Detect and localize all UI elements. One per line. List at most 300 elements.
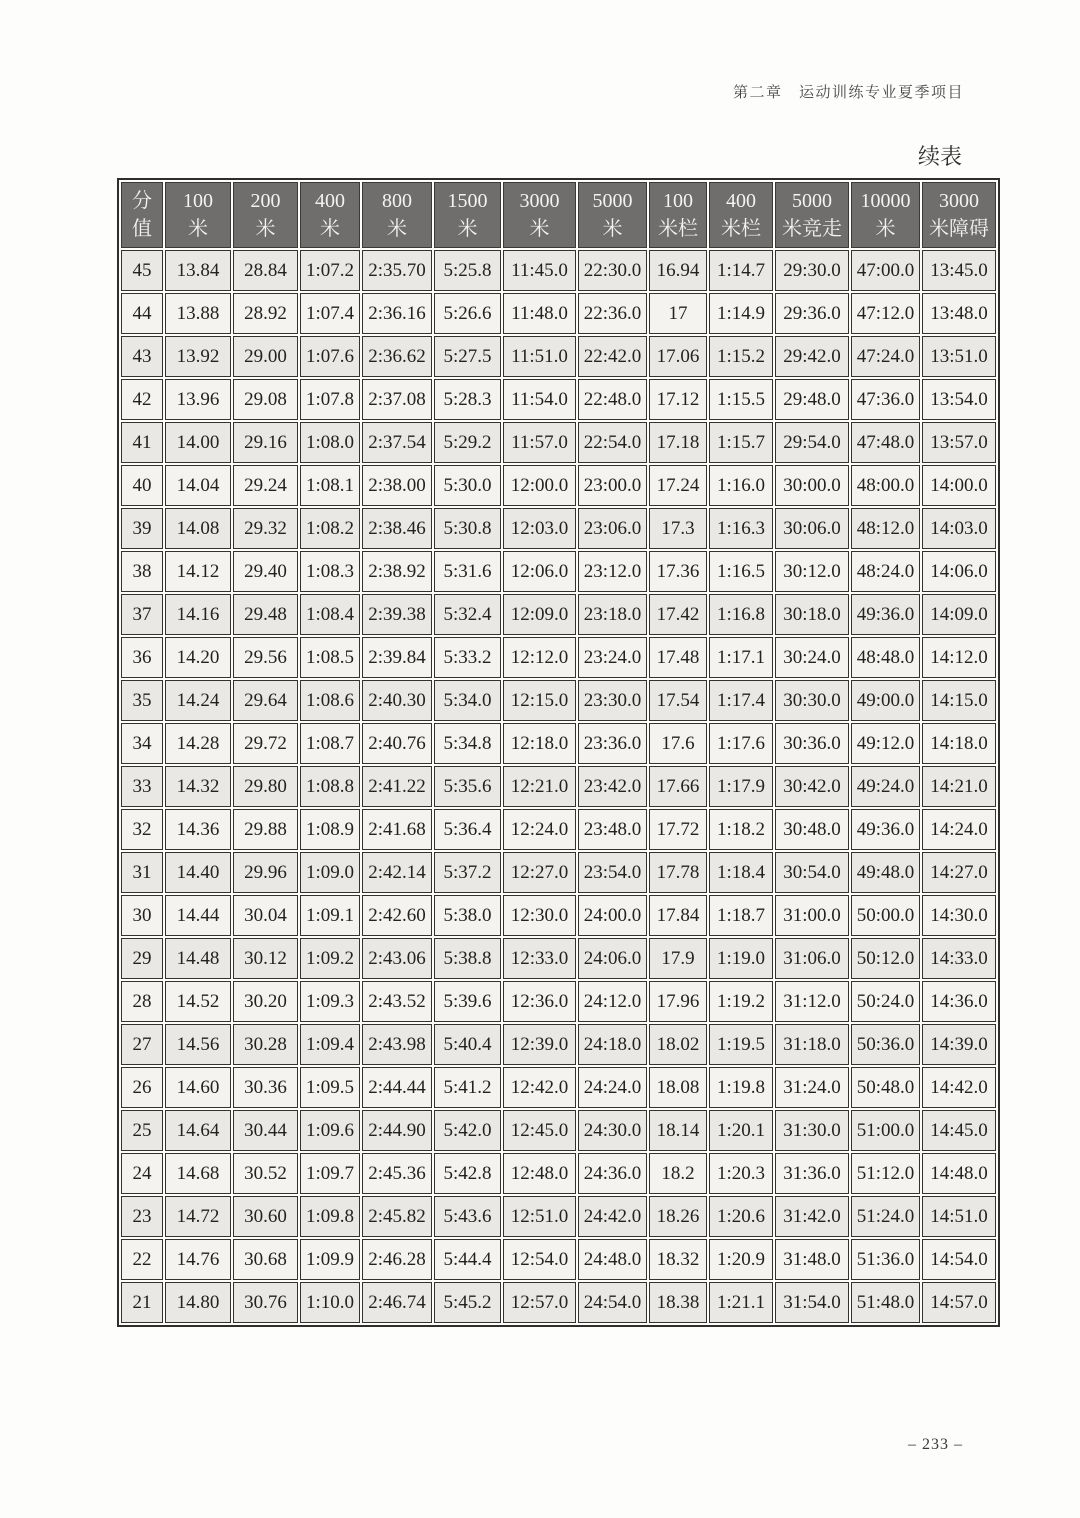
table-row: [121, 1110, 996, 1151]
result-cell-400m-hurdles: 1:17.1: [709, 637, 773, 678]
result-cell-5000m: 23:48.0: [578, 809, 647, 850]
result-cell-3000m-steeplechase: 13:51.0: [922, 336, 996, 377]
result-cell-100m: 14.48: [165, 938, 231, 979]
result-cell-400m-hurdles: 1:17.4: [709, 680, 773, 721]
table-row: [121, 1282, 996, 1323]
result-cell-800m: 2:39.38: [362, 594, 432, 635]
result-cell-400m: 1:09.9: [300, 1239, 360, 1280]
result-cell-5000m: 24:48.0: [578, 1239, 647, 1280]
result-cell-200m: 29.80: [233, 766, 298, 807]
result-cell-800m: 2:46.28: [362, 1239, 432, 1280]
result-cell-3000m: 12:18.0: [503, 723, 576, 764]
result-cell-400m-hurdles: 1:17.9: [709, 766, 773, 807]
result-cell-1500m: 5:39.6: [434, 981, 501, 1022]
table-row: [121, 723, 996, 764]
result-cell-1500m: 5:36.4: [434, 809, 501, 850]
result-cell-200m: 29.72: [233, 723, 298, 764]
result-cell-1500m: 5:38.0: [434, 895, 501, 936]
result-cell-3000m-steeplechase: 14:06.0: [922, 551, 996, 592]
result-cell-3000m: 12:27.0: [503, 852, 576, 893]
result-cell-1500m: 5:33.2: [434, 637, 501, 678]
result-cell-3000m: 12:57.0: [503, 1282, 576, 1323]
table-row: [121, 1239, 996, 1280]
score-cell: 26: [121, 1067, 163, 1108]
result-cell-100m-hurdles: 18.26: [649, 1196, 707, 1237]
result-cell-800m: 2:45.36: [362, 1153, 432, 1194]
result-cell-200m: 30.12: [233, 938, 298, 979]
result-cell-400m: 1:09.5: [300, 1067, 360, 1108]
result-cell-100m-hurdles: 18.2: [649, 1153, 707, 1194]
result-cell-5000m-race-walk: 30:12.0: [775, 551, 849, 592]
result-cell-400m: 1:09.1: [300, 895, 360, 936]
result-cell-3000m-steeplechase: 13:45.0: [922, 250, 996, 291]
result-cell-400m-hurdles: 1:18.7: [709, 895, 773, 936]
result-cell-5000m: 23:30.0: [578, 680, 647, 721]
result-cell-3000m-steeplechase: 14:48.0: [922, 1153, 996, 1194]
result-cell-5000m: 22:30.0: [578, 250, 647, 291]
score-cell: 45: [121, 250, 163, 291]
result-cell-10000m: 49:36.0: [851, 594, 920, 635]
result-cell-3000m: 12:45.0: [503, 1110, 576, 1151]
column-header-score: 分 值: [121, 182, 163, 248]
table-row: [121, 1067, 996, 1108]
result-cell-3000m-steeplechase: 14:45.0: [922, 1110, 996, 1151]
result-cell-1500m: 5:27.5: [434, 336, 501, 377]
result-cell-10000m: 47:24.0: [851, 336, 920, 377]
result-cell-100m: 14.00: [165, 422, 231, 463]
result-cell-100m: 14.36: [165, 809, 231, 850]
score-cell: 37: [121, 594, 163, 635]
result-cell-400m-hurdles: 1:19.2: [709, 981, 773, 1022]
table-row: [121, 680, 996, 721]
result-cell-200m: 30.04: [233, 895, 298, 936]
result-cell-400m: 1:08.6: [300, 680, 360, 721]
result-cell-400m: 1:09.2: [300, 938, 360, 979]
result-cell-1500m: 5:35.6: [434, 766, 501, 807]
result-cell-5000m: 22:42.0: [578, 336, 647, 377]
result-cell-400m-hurdles: 1:17.6: [709, 723, 773, 764]
result-cell-100m-hurdles: 17.66: [649, 766, 707, 807]
score-cell: 22: [121, 1239, 163, 1280]
result-cell-200m: 29.56: [233, 637, 298, 678]
result-cell-10000m: 49:24.0: [851, 766, 920, 807]
result-cell-3000m-steeplechase: 14:42.0: [922, 1067, 996, 1108]
result-cell-100m-hurdles: 17: [649, 293, 707, 334]
result-cell-400m-hurdles: 1:15.5: [709, 379, 773, 420]
result-cell-400m: 1:08.5: [300, 637, 360, 678]
result-cell-3000m: 12:06.0: [503, 551, 576, 592]
result-cell-100m-hurdles: 17.36: [649, 551, 707, 592]
result-cell-400m: 1:09.7: [300, 1153, 360, 1194]
table-row: [121, 422, 996, 463]
result-cell-5000m-race-walk: 31:00.0: [775, 895, 849, 936]
result-cell-100m-hurdles: 17.18: [649, 422, 707, 463]
result-cell-200m: 30.76: [233, 1282, 298, 1323]
result-cell-5000m-race-walk: 29:54.0: [775, 422, 849, 463]
result-cell-100m-hurdles: 17.9: [649, 938, 707, 979]
result-cell-3000m: 12:24.0: [503, 809, 576, 850]
result-cell-3000m-steeplechase: 14:54.0: [922, 1239, 996, 1280]
score-cell: 24: [121, 1153, 163, 1194]
result-cell-3000m: 12:21.0: [503, 766, 576, 807]
result-cell-3000m-steeplechase: 14:21.0: [922, 766, 996, 807]
result-cell-800m: 2:44.44: [362, 1067, 432, 1108]
result-cell-200m: 29.32: [233, 508, 298, 549]
result-cell-100m-hurdles: 17.6: [649, 723, 707, 764]
score-cell: 27: [121, 1024, 163, 1065]
result-cell-800m: 2:40.76: [362, 723, 432, 764]
result-cell-5000m-race-walk: 31:12.0: [775, 981, 849, 1022]
table-row: [121, 293, 996, 334]
result-cell-100m: 14.24: [165, 680, 231, 721]
result-cell-10000m: 51:24.0: [851, 1196, 920, 1237]
result-cell-400m-hurdles: 1:15.7: [709, 422, 773, 463]
result-cell-5000m: 23:36.0: [578, 723, 647, 764]
result-cell-1500m: 5:30.0: [434, 465, 501, 506]
result-cell-5000m: 22:48.0: [578, 379, 647, 420]
table-row: [121, 1196, 996, 1237]
result-cell-3000m: 12:12.0: [503, 637, 576, 678]
result-cell-100m-hurdles: 17.78: [649, 852, 707, 893]
table-row: [121, 766, 996, 807]
result-cell-200m: 28.92: [233, 293, 298, 334]
result-cell-400m: 1:08.1: [300, 465, 360, 506]
result-cell-200m: 29.24: [233, 465, 298, 506]
result-cell-3000m-steeplechase: 14:27.0: [922, 852, 996, 893]
table-row: [121, 895, 996, 936]
result-cell-400m-hurdles: 1:20.1: [709, 1110, 773, 1151]
result-cell-3000m-steeplechase: 14:03.0: [922, 508, 996, 549]
result-cell-10000m: 50:48.0: [851, 1067, 920, 1108]
result-cell-10000m: 51:36.0: [851, 1239, 920, 1280]
result-cell-5000m-race-walk: 30:42.0: [775, 766, 849, 807]
result-cell-10000m: 47:48.0: [851, 422, 920, 463]
result-cell-10000m: 48:00.0: [851, 465, 920, 506]
result-cell-100m: 14.20: [165, 637, 231, 678]
result-cell-3000m: 12:33.0: [503, 938, 576, 979]
result-cell-5000m: 24:12.0: [578, 981, 647, 1022]
result-cell-400m-hurdles: 1:20.6: [709, 1196, 773, 1237]
result-cell-400m-hurdles: 1:19.0: [709, 938, 773, 979]
column-header-1500m: 1500 米: [434, 182, 501, 248]
result-cell-3000m-steeplechase: 14:51.0: [922, 1196, 996, 1237]
result-cell-10000m: 47:12.0: [851, 293, 920, 334]
result-cell-10000m: 48:24.0: [851, 551, 920, 592]
result-cell-3000m: 11:45.0: [503, 250, 576, 291]
result-cell-100m: 14.52: [165, 981, 231, 1022]
result-cell-100m: 14.32: [165, 766, 231, 807]
result-cell-100m-hurdles: 18.14: [649, 1110, 707, 1151]
table-header-row: [121, 182, 996, 248]
result-cell-5000m-race-walk: 31:18.0: [775, 1024, 849, 1065]
result-cell-100m-hurdles: 18.32: [649, 1239, 707, 1280]
result-cell-1500m: 5:44.4: [434, 1239, 501, 1280]
result-cell-800m: 2:38.92: [362, 551, 432, 592]
table-row: [121, 379, 996, 420]
result-cell-5000m: 22:54.0: [578, 422, 647, 463]
result-cell-5000m-race-walk: 29:42.0: [775, 336, 849, 377]
column-header-400m: 400 米: [300, 182, 360, 248]
score-cell: 40: [121, 465, 163, 506]
result-cell-800m: 2:37.08: [362, 379, 432, 420]
result-cell-400m: 1:07.8: [300, 379, 360, 420]
score-table: [117, 178, 1000, 1327]
result-cell-10000m: 49:12.0: [851, 723, 920, 764]
result-cell-10000m: 50:36.0: [851, 1024, 920, 1065]
result-cell-3000m-steeplechase: 14:33.0: [922, 938, 996, 979]
result-cell-200m: 30.52: [233, 1153, 298, 1194]
result-cell-5000m: 24:36.0: [578, 1153, 647, 1194]
result-cell-800m: 2:36.62: [362, 336, 432, 377]
result-cell-400m: 1:09.3: [300, 981, 360, 1022]
result-cell-100m: 14.60: [165, 1067, 231, 1108]
result-cell-1500m: 5:38.8: [434, 938, 501, 979]
result-cell-3000m-steeplechase: 14:12.0: [922, 637, 996, 678]
result-cell-3000m: 12:51.0: [503, 1196, 576, 1237]
result-cell-5000m-race-walk: 31:54.0: [775, 1282, 849, 1323]
result-cell-400m: 1:08.3: [300, 551, 360, 592]
result-cell-400m: 1:10.0: [300, 1282, 360, 1323]
result-cell-400m-hurdles: 1:20.9: [709, 1239, 773, 1280]
column-header-5000m: 5000 米: [578, 182, 647, 248]
table-row: [121, 852, 996, 893]
score-cell: 33: [121, 766, 163, 807]
result-cell-1500m: 5:43.6: [434, 1196, 501, 1237]
result-cell-5000m-race-walk: 30:48.0: [775, 809, 849, 850]
result-cell-200m: 30.20: [233, 981, 298, 1022]
result-cell-400m: 1:07.6: [300, 336, 360, 377]
result-cell-3000m: 12:42.0: [503, 1067, 576, 1108]
score-cell: 42: [121, 379, 163, 420]
result-cell-200m: 30.28: [233, 1024, 298, 1065]
result-cell-100m-hurdles: 16.94: [649, 250, 707, 291]
result-cell-200m: 29.40: [233, 551, 298, 592]
result-cell-800m: 2:44.90: [362, 1110, 432, 1151]
result-cell-5000m-race-walk: 29:36.0: [775, 293, 849, 334]
result-cell-3000m: 11:54.0: [503, 379, 576, 420]
result-cell-3000m-steeplechase: 14:15.0: [922, 680, 996, 721]
result-cell-400m-hurdles: 1:16.5: [709, 551, 773, 592]
result-cell-1500m: 5:34.8: [434, 723, 501, 764]
result-cell-400m: 1:08.4: [300, 594, 360, 635]
table-row: [121, 1024, 996, 1065]
table-row: [121, 551, 996, 592]
result-cell-200m: 29.64: [233, 680, 298, 721]
result-cell-400m: 1:09.6: [300, 1110, 360, 1151]
result-cell-200m: 30.36: [233, 1067, 298, 1108]
result-cell-3000m: 12:30.0: [503, 895, 576, 936]
result-cell-100m-hurdles: 17.42: [649, 594, 707, 635]
column-header-100m-hurdles: 100 米栏: [649, 182, 707, 248]
result-cell-800m: 2:39.84: [362, 637, 432, 678]
result-cell-5000m-race-walk: 31:48.0: [775, 1239, 849, 1280]
table-row: [121, 594, 996, 635]
result-cell-5000m: 23:24.0: [578, 637, 647, 678]
result-cell-5000m-race-walk: 31:06.0: [775, 938, 849, 979]
result-cell-1500m: 5:42.8: [434, 1153, 501, 1194]
result-cell-800m: 2:45.82: [362, 1196, 432, 1237]
result-cell-800m: 2:42.60: [362, 895, 432, 936]
result-cell-400m: 1:08.0: [300, 422, 360, 463]
score-cell: 31: [121, 852, 163, 893]
result-cell-100m-hurdles: 18.08: [649, 1067, 707, 1108]
score-cell: 25: [121, 1110, 163, 1151]
score-cell: 21: [121, 1282, 163, 1323]
result-cell-100m: 14.12: [165, 551, 231, 592]
result-cell-5000m: 23:06.0: [578, 508, 647, 549]
column-header-10000m: 10000 米: [851, 182, 920, 248]
result-cell-1500m: 5:29.2: [434, 422, 501, 463]
result-cell-5000m-race-walk: 30:06.0: [775, 508, 849, 549]
score-cell: 36: [121, 637, 163, 678]
table-row: [121, 938, 996, 979]
result-cell-200m: 29.08: [233, 379, 298, 420]
result-cell-400m-hurdles: 1:15.2: [709, 336, 773, 377]
result-cell-5000m: 24:24.0: [578, 1067, 647, 1108]
result-cell-5000m-race-walk: 30:24.0: [775, 637, 849, 678]
result-cell-1500m: 5:34.0: [434, 680, 501, 721]
table-row: [121, 336, 996, 377]
result-cell-100m: 14.64: [165, 1110, 231, 1151]
result-cell-200m: 30.60: [233, 1196, 298, 1237]
result-cell-800m: 2:37.54: [362, 422, 432, 463]
result-cell-1500m: 5:37.2: [434, 852, 501, 893]
score-cell: 41: [121, 422, 163, 463]
result-cell-5000m: 24:42.0: [578, 1196, 647, 1237]
result-cell-1500m: 5:28.3: [434, 379, 501, 420]
result-cell-100m: 13.84: [165, 250, 231, 291]
result-cell-10000m: 50:12.0: [851, 938, 920, 979]
result-cell-5000m-race-walk: 31:24.0: [775, 1067, 849, 1108]
result-cell-5000m: 23:12.0: [578, 551, 647, 592]
running-head: 第二章 运动训练专业夏季项目: [732, 85, 964, 101]
page-number: – 233 –: [908, 1436, 963, 1453]
result-cell-400m: 1:09.4: [300, 1024, 360, 1065]
result-cell-1500m: 5:40.4: [434, 1024, 501, 1065]
result-cell-10000m: 47:36.0: [851, 379, 920, 420]
score-cell: 23: [121, 1196, 163, 1237]
table-row: [121, 981, 996, 1022]
result-cell-1500m: 5:41.2: [434, 1067, 501, 1108]
result-cell-5000m-race-walk: 29:30.0: [775, 250, 849, 291]
result-cell-1500m: 5:45.2: [434, 1282, 501, 1323]
column-header-5000m-race-walk: 5000 米竞走: [775, 182, 849, 248]
score-cell: 38: [121, 551, 163, 592]
result-cell-800m: 2:40.30: [362, 680, 432, 721]
result-cell-5000m-race-walk: 30:54.0: [775, 852, 849, 893]
score-cell: 32: [121, 809, 163, 850]
result-cell-5000m-race-walk: 29:48.0: [775, 379, 849, 420]
result-cell-10000m: 48:48.0: [851, 637, 920, 678]
table-row: [121, 1153, 996, 1194]
result-cell-400m: 1:07.4: [300, 293, 360, 334]
result-cell-5000m-race-walk: 30:00.0: [775, 465, 849, 506]
result-cell-10000m: 49:00.0: [851, 680, 920, 721]
result-cell-200m: 29.00: [233, 336, 298, 377]
result-cell-800m: 2:43.98: [362, 1024, 432, 1065]
result-cell-800m: 2:41.22: [362, 766, 432, 807]
column-header-200m: 200 米: [233, 182, 298, 248]
result-cell-10000m: 49:36.0: [851, 809, 920, 850]
result-cell-5000m: 23:18.0: [578, 594, 647, 635]
table-row: [121, 637, 996, 678]
result-cell-100m: 13.92: [165, 336, 231, 377]
result-cell-3000m: 12:48.0: [503, 1153, 576, 1194]
result-cell-3000m-steeplechase: 14:18.0: [922, 723, 996, 764]
result-cell-100m-hurdles: 17.72: [649, 809, 707, 850]
result-cell-400m-hurdles: 1:21.1: [709, 1282, 773, 1323]
result-cell-400m-hurdles: 1:18.2: [709, 809, 773, 850]
column-header-800m: 800 米: [362, 182, 432, 248]
score-cell: 30: [121, 895, 163, 936]
result-cell-400m-hurdles: 1:16.8: [709, 594, 773, 635]
result-cell-5000m: 24:06.0: [578, 938, 647, 979]
result-cell-3000m: 11:57.0: [503, 422, 576, 463]
result-cell-400m: 1:08.9: [300, 809, 360, 850]
result-cell-200m: 30.44: [233, 1110, 298, 1151]
result-cell-3000m: 12:15.0: [503, 680, 576, 721]
result-cell-100m: 14.04: [165, 465, 231, 506]
result-cell-10000m: 51:48.0: [851, 1282, 920, 1323]
result-cell-10000m: 51:12.0: [851, 1153, 920, 1194]
result-cell-3000m-steeplechase: 14:30.0: [922, 895, 996, 936]
result-cell-5000m-race-walk: 31:36.0: [775, 1153, 849, 1194]
result-cell-400m: 1:09.8: [300, 1196, 360, 1237]
result-cell-800m: 2:46.74: [362, 1282, 432, 1323]
result-cell-100m-hurdles: 17.84: [649, 895, 707, 936]
result-cell-800m: 2:38.46: [362, 508, 432, 549]
result-cell-3000m: 12:36.0: [503, 981, 576, 1022]
result-cell-400m: 1:09.0: [300, 852, 360, 893]
column-header-3000m: 3000 米: [503, 182, 576, 248]
result-cell-800m: 2:43.52: [362, 981, 432, 1022]
result-cell-100m: 13.96: [165, 379, 231, 420]
result-cell-100m-hurdles: 17.96: [649, 981, 707, 1022]
table-row: [121, 465, 996, 506]
result-cell-5000m: 24:18.0: [578, 1024, 647, 1065]
result-cell-800m: 2:43.06: [362, 938, 432, 979]
result-cell-1500m: 5:25.8: [434, 250, 501, 291]
result-cell-3000m-steeplechase: 13:48.0: [922, 293, 996, 334]
result-cell-10000m: 50:00.0: [851, 895, 920, 936]
result-cell-100m: 14.16: [165, 594, 231, 635]
result-cell-800m: 2:42.14: [362, 852, 432, 893]
result-cell-100m: 14.76: [165, 1239, 231, 1280]
result-cell-100m-hurdles: 17.06: [649, 336, 707, 377]
result-cell-10000m: 48:12.0: [851, 508, 920, 549]
result-cell-1500m: 5:26.6: [434, 293, 501, 334]
result-cell-3000m-steeplechase: 14:00.0: [922, 465, 996, 506]
result-cell-5000m-race-walk: 31:30.0: [775, 1110, 849, 1151]
result-cell-5000m: 23:00.0: [578, 465, 647, 506]
result-cell-100m: 14.40: [165, 852, 231, 893]
result-cell-200m: 29.48: [233, 594, 298, 635]
table-row: [121, 250, 996, 291]
result-cell-100m: 14.80: [165, 1282, 231, 1323]
result-cell-3000m-steeplechase: 13:57.0: [922, 422, 996, 463]
table-row: [121, 809, 996, 850]
result-cell-100m: 14.08: [165, 508, 231, 549]
result-cell-100m: 13.88: [165, 293, 231, 334]
column-header-3000m-steeplechase: 3000 米障碍: [922, 182, 996, 248]
result-cell-400m: 1:07.2: [300, 250, 360, 291]
result-cell-5000m: 24:30.0: [578, 1110, 647, 1151]
result-cell-3000m-steeplechase: 14:24.0: [922, 809, 996, 850]
result-cell-5000m: 23:54.0: [578, 852, 647, 893]
result-cell-5000m-race-walk: 31:42.0: [775, 1196, 849, 1237]
result-cell-100m: 14.44: [165, 895, 231, 936]
result-cell-3000m: 12:54.0: [503, 1239, 576, 1280]
